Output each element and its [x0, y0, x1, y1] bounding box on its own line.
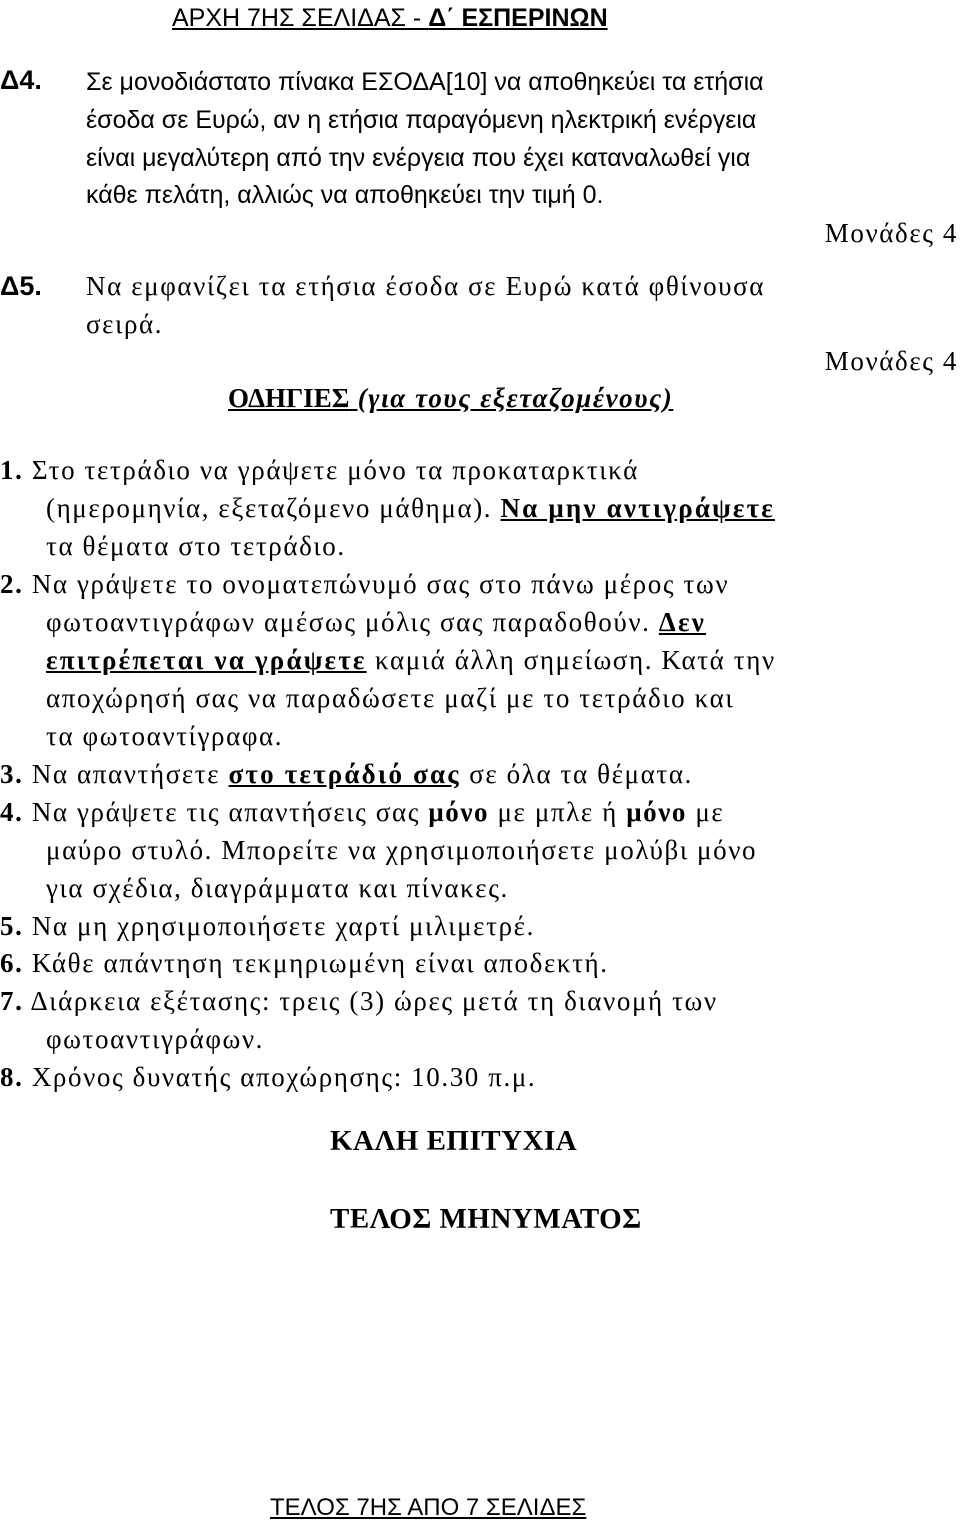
- instruction-text: Χρόνος δυνατής αποχώρησης: 10.30 π.μ.: [31, 1062, 537, 1092]
- instruction-item-7-line2: φωτοαντιγράφων.: [46, 1024, 265, 1054]
- instruction-item-2-line4: αποχώρησή σας να παραδώσετε μαζί με το τετράδιο και: [46, 683, 735, 713]
- instruction-number: 3.: [0, 759, 24, 789]
- instruction-number: 6.: [0, 948, 24, 978]
- instruction-number: 2.: [0, 569, 24, 599]
- instruction-text: Να μη χρησιμοποιήσετε χαρτί μιλιμετρέ.: [31, 911, 535, 941]
- instruction-number: 1.: [0, 455, 24, 485]
- instruction-text: (ημερομηνία, εξεταζόμενο μάθημα).: [46, 493, 501, 523]
- instruction-text: . Κατά την: [644, 645, 776, 675]
- question-d4-line: έσοδα σε Ευρώ, αν η ετήσια παραγόμενη ηλεκτρική ενέργεια: [86, 106, 757, 134]
- instruction-item-8: [0, 1059, 536, 1095]
- instruction-text: Διάρκεια εξέτασης: τρεις (3) ώρες μετά τη διανομή των: [30, 986, 718, 1016]
- instruction-item-5: [0, 908, 535, 944]
- page-footer: ΤΕΛΟΣ 7ΗΣ ΑΠΟ 7 ΣΕΛΙΔΕΣ: [270, 1494, 587, 1521]
- instruction-item-1-line2: [46, 490, 775, 526]
- instructions-title-main: ΟΔΗΓΙΕΣ: [228, 383, 350, 413]
- question-d5-label: Δ5.: [0, 271, 42, 301]
- instruction-item-6: [0, 945, 609, 981]
- instruction-emphasis: επιτρέπεται να γράψετε: [46, 645, 367, 675]
- instruction-text: σε όλα τα θέματα.: [460, 759, 693, 789]
- page-header: [172, 0, 608, 36]
- instructions-title: [228, 380, 673, 416]
- question-d4-label: Δ4.: [0, 65, 42, 95]
- instruction-emphasis: μόνο: [626, 797, 687, 827]
- instruction-number: 5.: [0, 911, 24, 941]
- instruction-item-7: [0, 983, 718, 1019]
- instruction-text: Να γράψετε το ονοματεπώνυμό σας στο πάνω μέρος των: [31, 569, 730, 599]
- end-message-text: ΤΕΛΟΣ ΜΗΝΥΜΑΤΟΣ: [330, 1203, 642, 1235]
- instruction-text: Στο τετράδιο να γράψετε μόνο τα προκαταρκτικά: [31, 455, 639, 485]
- instruction-emphasis: στο τετράδιό σας: [228, 759, 461, 789]
- instruction-text: καμιά άλλη σημείωση: [366, 645, 645, 675]
- instruction-number: 7.: [0, 986, 24, 1016]
- instruction-number: 8.: [0, 1062, 24, 1092]
- question-d4-line: είναι μεγαλύτερη από την ενέργεια που έχει καταναλωθεί για: [86, 144, 751, 172]
- question-d5-points: Μονάδες 4: [824, 346, 958, 376]
- instruction-item-2-line2: [46, 604, 706, 640]
- instruction-emphasis: Να μην αντιγράψετε: [500, 493, 776, 523]
- instruction-emphasis: μόνο: [428, 797, 490, 827]
- instruction-text: με: [686, 797, 725, 827]
- instruction-item-2-line5: τα φωτοαντίγραφα.: [46, 721, 284, 751]
- instruction-item-1-line3: τα θέματα στο τετράδιο.: [46, 531, 346, 561]
- instruction-emphasis: Δεν: [658, 607, 707, 637]
- instruction-text: με μπλε ή: [489, 797, 627, 827]
- question-d4-line: Σε μονοδιάστατο πίνακα ΕΣΟΔΑ[10] να αποθηκεύει τα ετήσια: [86, 68, 764, 96]
- instruction-item-3: [0, 756, 693, 792]
- instruction-item-4-line3: για σχέδια, διαγράμματα και πίνακες.: [46, 873, 509, 903]
- instruction-text: Να γράψετε τις απαντήσεις σας: [31, 797, 429, 827]
- instruction-item-4-line2: μαύρο στυλό. Μπορείτε να χρησιμοποιήσετε μολύβι μόνο: [46, 835, 758, 865]
- question-d5-line: σειρά.: [86, 309, 164, 339]
- instruction-text: Να απαντήσετε: [31, 759, 229, 789]
- page-header-prefix: ΑΡΧΗ 7ΗΣ ΣΕΛΙΔΑΣ -: [172, 4, 429, 32]
- instruction-item-4: [0, 794, 724, 830]
- good-luck-text: ΚΑΛΗ ΕΠΙΤΥΧΙΑ: [330, 1125, 578, 1157]
- instruction-item-2: [0, 566, 729, 602]
- question-d4-points: Μονάδες 4: [824, 218, 958, 248]
- instruction-item-1: [0, 452, 639, 488]
- instruction-text: φωτοαντιγράφων αμέσως μόλις σας παραδοθούν.: [46, 607, 659, 637]
- instruction-text: Κάθε απάντηση τεκμηριωμένη είναι αποδεκτή.: [31, 948, 609, 978]
- question-d5-line: Να εμφανίζει τα ετήσια έσοδα σε Ευρώ κατά φθίνουσα: [86, 271, 766, 301]
- instruction-number: 4.: [0, 797, 24, 827]
- instruction-item-2-line3: [46, 642, 776, 678]
- question-d4-line: κάθε πελάτη, αλλιώς να αποθηκεύει την τιμή 0.: [86, 181, 604, 209]
- instructions-title-sub: (για τους εξεταζομένους): [349, 383, 674, 413]
- page-header-title: Δ΄ ΕΣΠΕΡΙΝΩΝ: [428, 4, 608, 32]
